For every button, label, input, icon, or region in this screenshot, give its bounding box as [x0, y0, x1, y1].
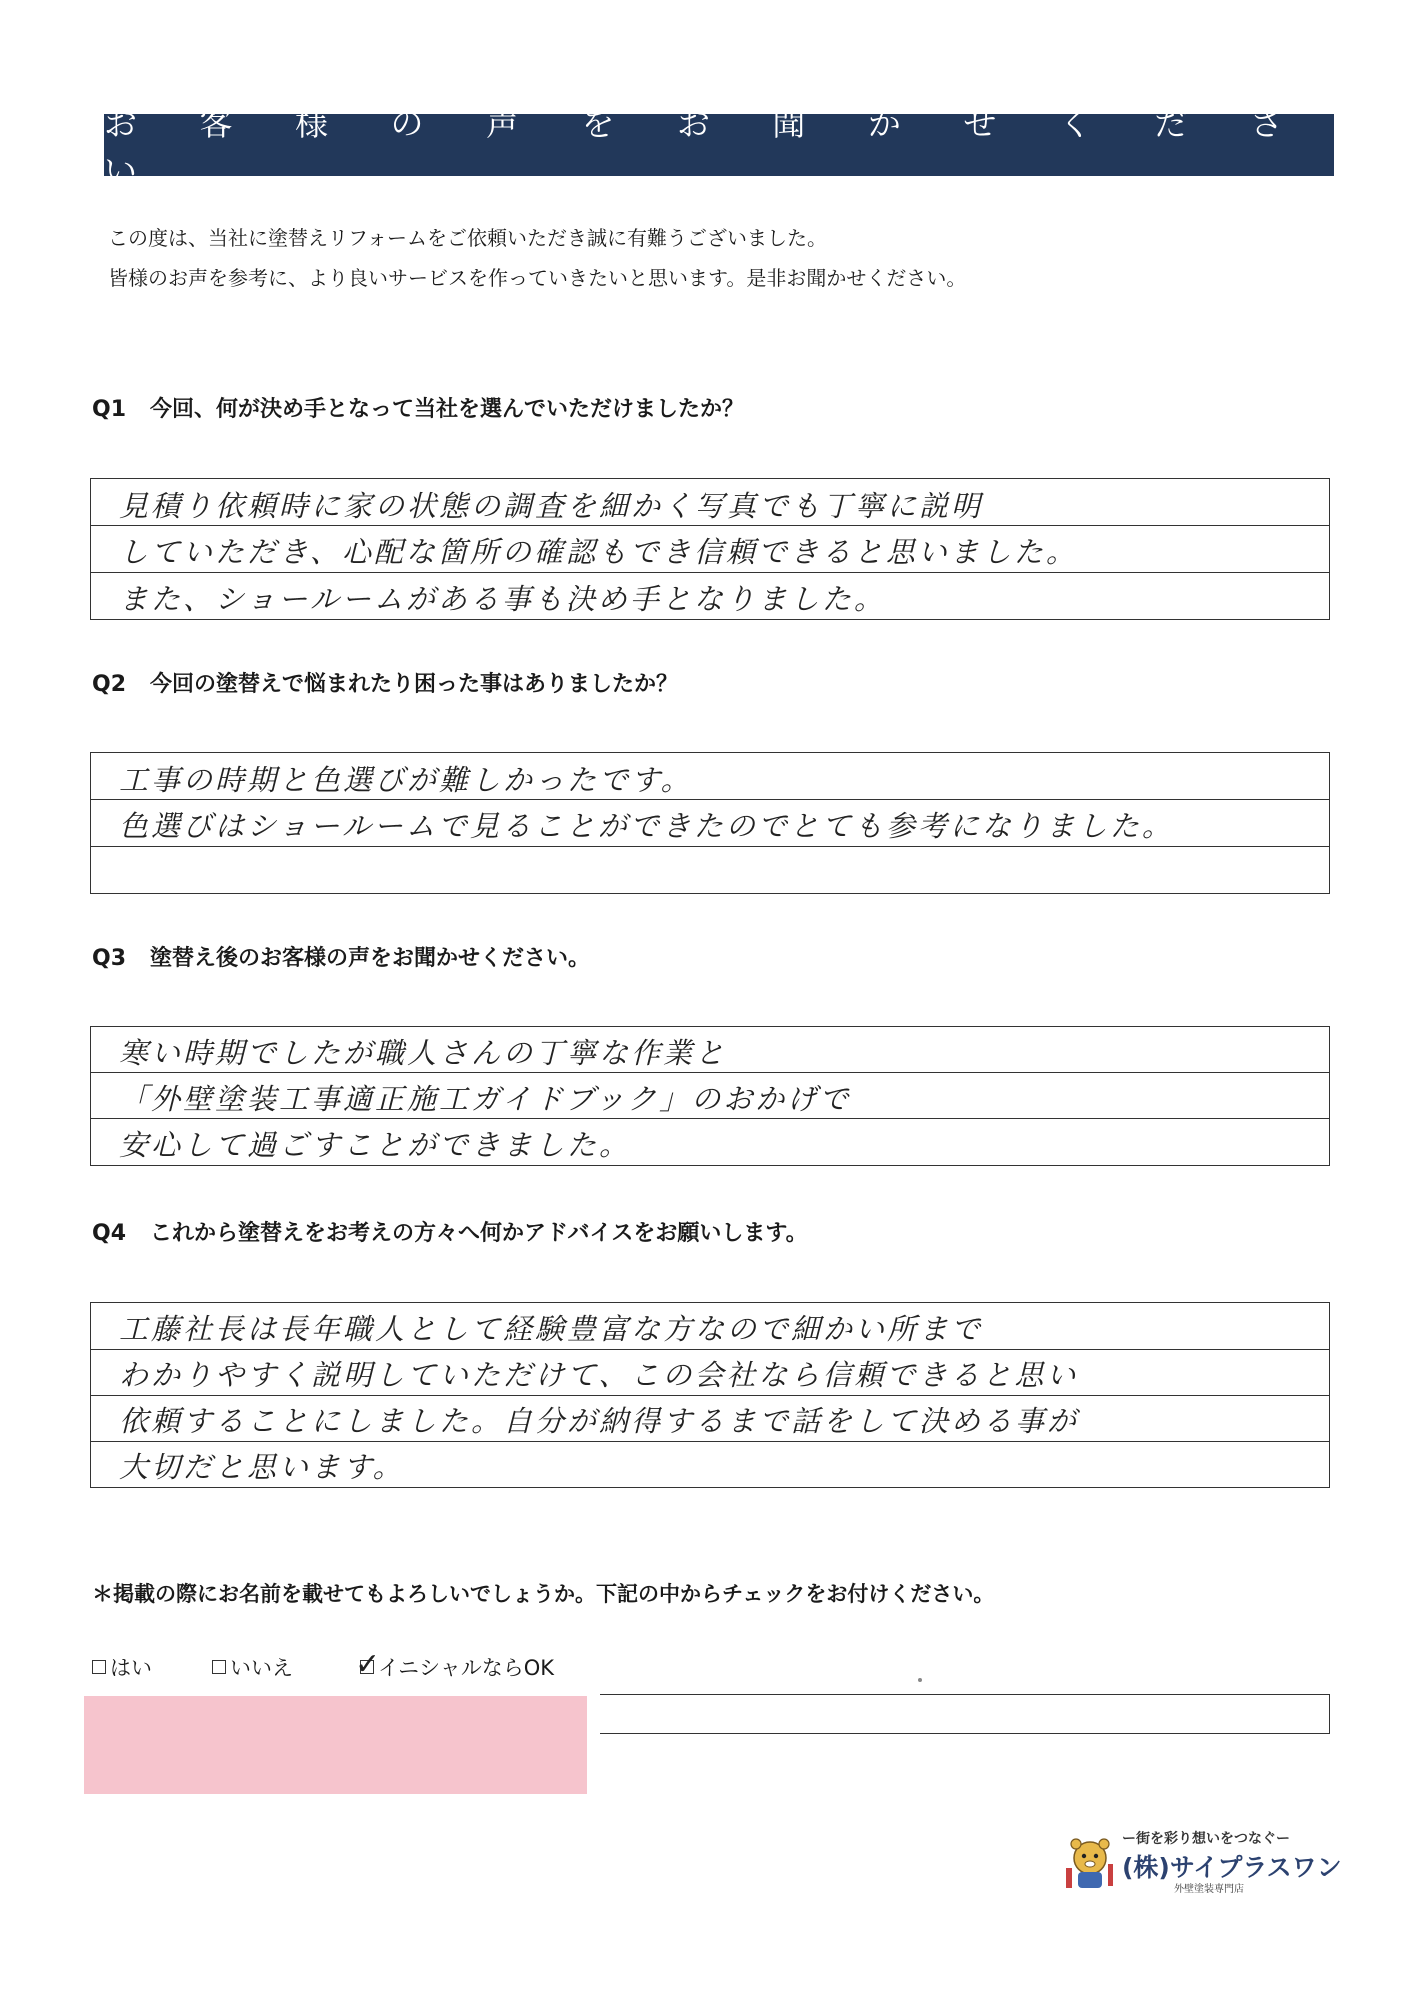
checkmark-icon: ✓ — [355, 1647, 381, 1682]
option-label: いいえ — [230, 1656, 293, 1680]
question-text: 今回の塗替えで悩まれたり困った事はありましたか？ — [150, 672, 679, 697]
answer-line: 安心して過ごすことができました。 — [119, 1128, 632, 1162]
answer-box-2 — [90, 752, 1330, 894]
question-1 — [92, 392, 744, 423]
answer-line: 見積り依頼時に家の状態の調査を細かく写真でも丁寧に説明 — [119, 489, 984, 523]
page-title-banner — [104, 104, 1334, 190]
logo-brand: (株)サイプラスワン — [1122, 1853, 1342, 1882]
question-4 — [92, 1216, 808, 1247]
question-number: Q1 — [92, 397, 127, 422]
answer-line: 寒い時期でしたが職人さんの丁寧な作業と — [119, 1036, 728, 1070]
scan-speck — [918, 1678, 922, 1682]
checkbox-icon[interactable] — [212, 1660, 226, 1674]
answer-box-4 — [90, 1302, 1330, 1488]
answer-line: 依頼することにしました。自分が納得するまで話をして決める事が — [119, 1404, 1080, 1438]
question-3 — [92, 941, 590, 972]
answer-line: していただき、心配な箇所の確認もでき信頼できると思いました。 — [119, 535, 1078, 569]
question-text: 塗替え後のお客様の声をお聞かせください。 — [150, 946, 591, 971]
customer-name-field[interactable] — [600, 1694, 1330, 1734]
page-title: お 客 様 の 声 を お 聞 か せ く だ さ い — [104, 104, 1309, 190]
answer-line: 「外壁塗装工事適正施工ガイドブック」のおかげで — [119, 1082, 852, 1116]
answer-box-1 — [90, 478, 1330, 620]
name-publish-note: ＊掲載の際にお名前を載せてもよろしいでしょうか。下記の中からチェックをお付けください。 — [92, 1581, 995, 1606]
option-label: はい — [110, 1656, 152, 1680]
answer-line: また、ショールームがある事も決め手となりました。 — [119, 582, 886, 616]
question-number: Q2 — [92, 672, 127, 697]
option-yes[interactable] — [92, 1652, 152, 1682]
question-text: これから塗替えをお考えの方々へ何かアドバイスをお願いします。 — [150, 1221, 808, 1246]
intro-line-1: この度は、当社に塗替えリフォームをご依頼いただき誠に有難うございました。 — [108, 226, 827, 250]
answer-line: 工事の時期と色選びが難しかったです。 — [119, 763, 693, 797]
redacted-name — [84, 1696, 587, 1794]
answer-line: わかりやすく説明していただけて、この会社なら信頼できると思い — [119, 1358, 1079, 1392]
option-no[interactable] — [212, 1652, 293, 1682]
answer-line: 工藤社長は長年職人として経験豊富な方なので細かい所まで — [119, 1312, 984, 1346]
logo-tagline: ー街を彩り想いをつなぐー — [1122, 1831, 1290, 1847]
option-initials-ok[interactable] — [355, 1647, 555, 1682]
checkbox-icon[interactable] — [355, 1647, 381, 1682]
answer-line: 色選びはショールームで見ることができたのでとても参考になりました。 — [119, 809, 1174, 843]
question-text: 今回、何が決め手となって当社を選んでいただけましたか？ — [150, 397, 745, 422]
question-number: Q4 — [92, 1221, 127, 1246]
question-2 — [92, 667, 678, 698]
logo-subtitle: 外壁塗装専門店 — [1174, 1884, 1244, 1895]
intro-line-2: 皆様のお声を参考に、より良いサービスを作っていきたいと思います。是非お聞かせください。 — [108, 266, 967, 290]
company-logo — [1062, 1828, 1342, 1898]
answer-line: 大切だと思います。 — [119, 1450, 405, 1484]
checkbox-icon[interactable] — [92, 1660, 106, 1674]
option-label: イニシャルならOK — [378, 1656, 555, 1680]
question-number: Q3 — [92, 946, 127, 971]
answer-box-3 — [90, 1026, 1330, 1166]
mascot-icon — [1062, 1834, 1118, 1892]
